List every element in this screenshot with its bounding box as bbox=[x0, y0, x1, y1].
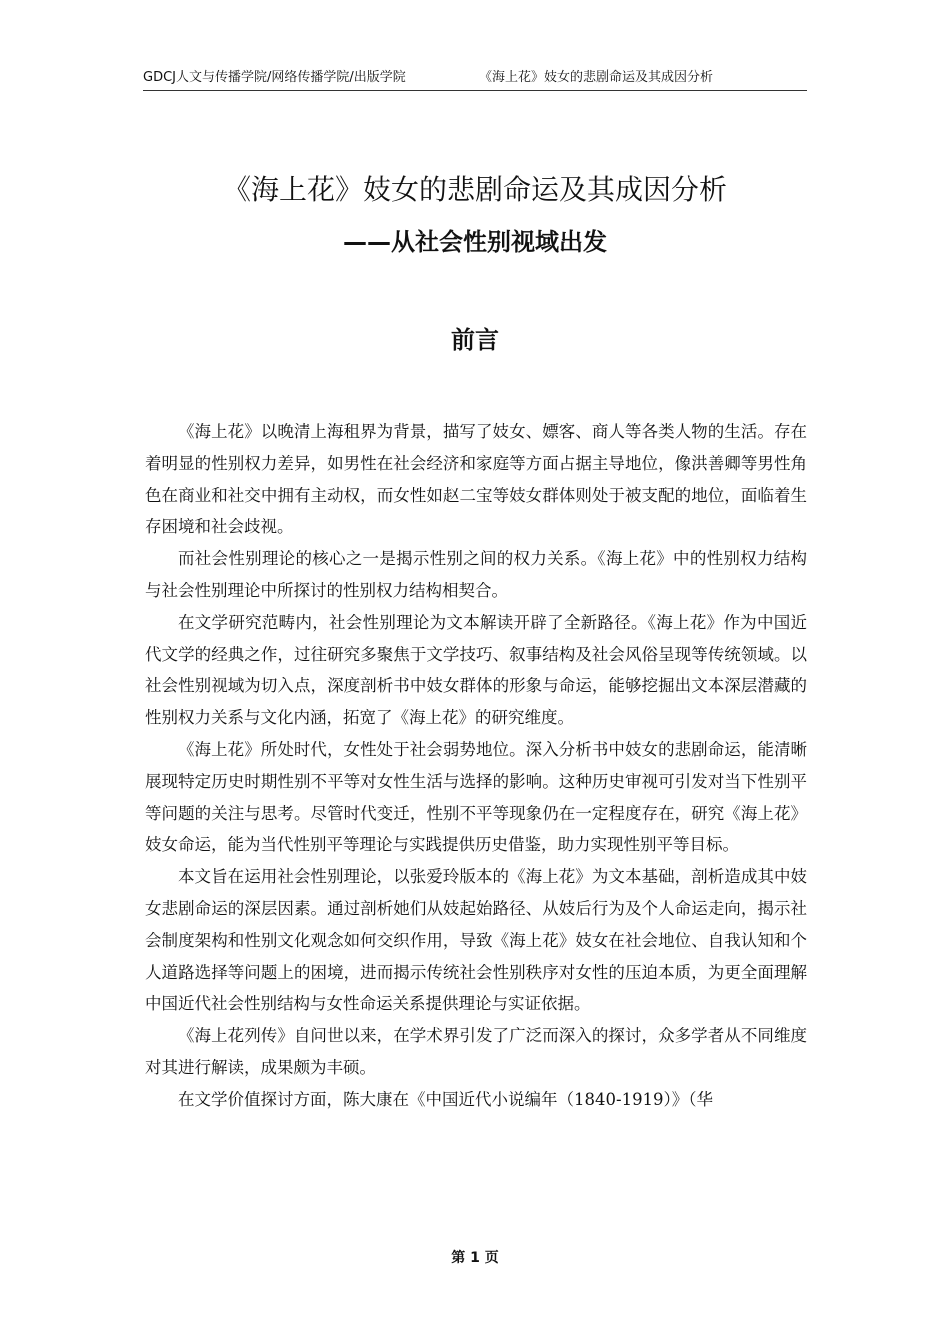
paper-title: 《海上花》妓女的悲剧命运及其成因分析 bbox=[222, 173, 727, 206]
paragraph: 《海上花》所处时代，女性处于社会弱势地位。深入分析书中妓女的悲剧命运，能清晰展现特定历史时期性别不平等对女性生活与选择的影响。这种历史审视可引发对当下性别平等问题的关注与思考。尽管时代变迁，性别不平等现象仍在一定程度存在，研究《海上花》妓女命运，能为当代性别平等理论与实践提供历史借鉴，助力实现性别平等目标。 bbox=[145, 739, 807, 855]
header-paper-title: 《海上花》妓女的悲剧命运及其成因分析 bbox=[479, 70, 714, 85]
body-text bbox=[145, 416, 807, 1116]
running-header bbox=[143, 68, 807, 91]
paragraph: 在文学价值探讨方面，陈大康在《中国近代小说编年（1840-1919）》（华 bbox=[178, 1089, 714, 1109]
section-heading: 前言 bbox=[451, 326, 499, 354]
paragraph: 而社会性别理论的核心之一是揭示性别之间的权力关系。《海上花》中的性别权力结构与社会性别理论中所探讨的性别权力结构相契合。 bbox=[145, 549, 807, 600]
page-number: 第 1 页 bbox=[451, 1250, 499, 1266]
paragraph: 在文学研究范畴内，社会性别理论为文本解读开辟了全新路径。《海上花》作为中国近代文学的经典之作，过往研究多聚焦于文学技巧、叙事结构及社会风俗呈现等传统领域。以社会性别视域为切入点，深度剖析书中妓女群体的形象与命运，能够挖掘出文本深层潜藏的性别权力关系与文化内涵，拓宽了《海上花》的研究维度。 bbox=[145, 612, 807, 728]
header-institution: GDCJ人文与传播学院/网络传播学院/出版学院 bbox=[143, 70, 406, 85]
paragraph: 本文旨在运用社会性别理论，以张爱玲版本的《海上花》为文本基础，剖析造成其中妓女悲剧命运的深层因素。通过剖析她们从妓起始路径、从妓后行为及个人命运走向，揭示社会制度架构和性别文化观念如何交织作用，导致《海上花》妓女在社会地位、自我认知和个人道路选择等问题上的困境，进而揭示传统社会性别秩序对女性的压迫本质，为更全面理解中国近代社会性别结构与女性命运关系提供理论与实证依据。 bbox=[145, 867, 807, 1014]
paragraph: 《海上花》以晚清上海租界为背景，描写了妓女、嫖客、商人等各类人物的生活。存在着明显的性别权力差异，如男性在社会经济和家庭等方面占据主导地位，像洪善卿等男性角色在商业和社交中拥有主动权，而女性如赵二宝等妓女群体则处于被支配的地位，面临着生存困境和社会歧视。 bbox=[145, 422, 807, 537]
paper-subtitle: ——从社会性别视域出发 bbox=[343, 228, 607, 256]
paragraph: 《海上花列传》自问世以来，在学术界引发了广泛而深入的探讨，众多学者从不同维度对其进行解读，成果颇为丰硕。 bbox=[145, 1026, 807, 1077]
